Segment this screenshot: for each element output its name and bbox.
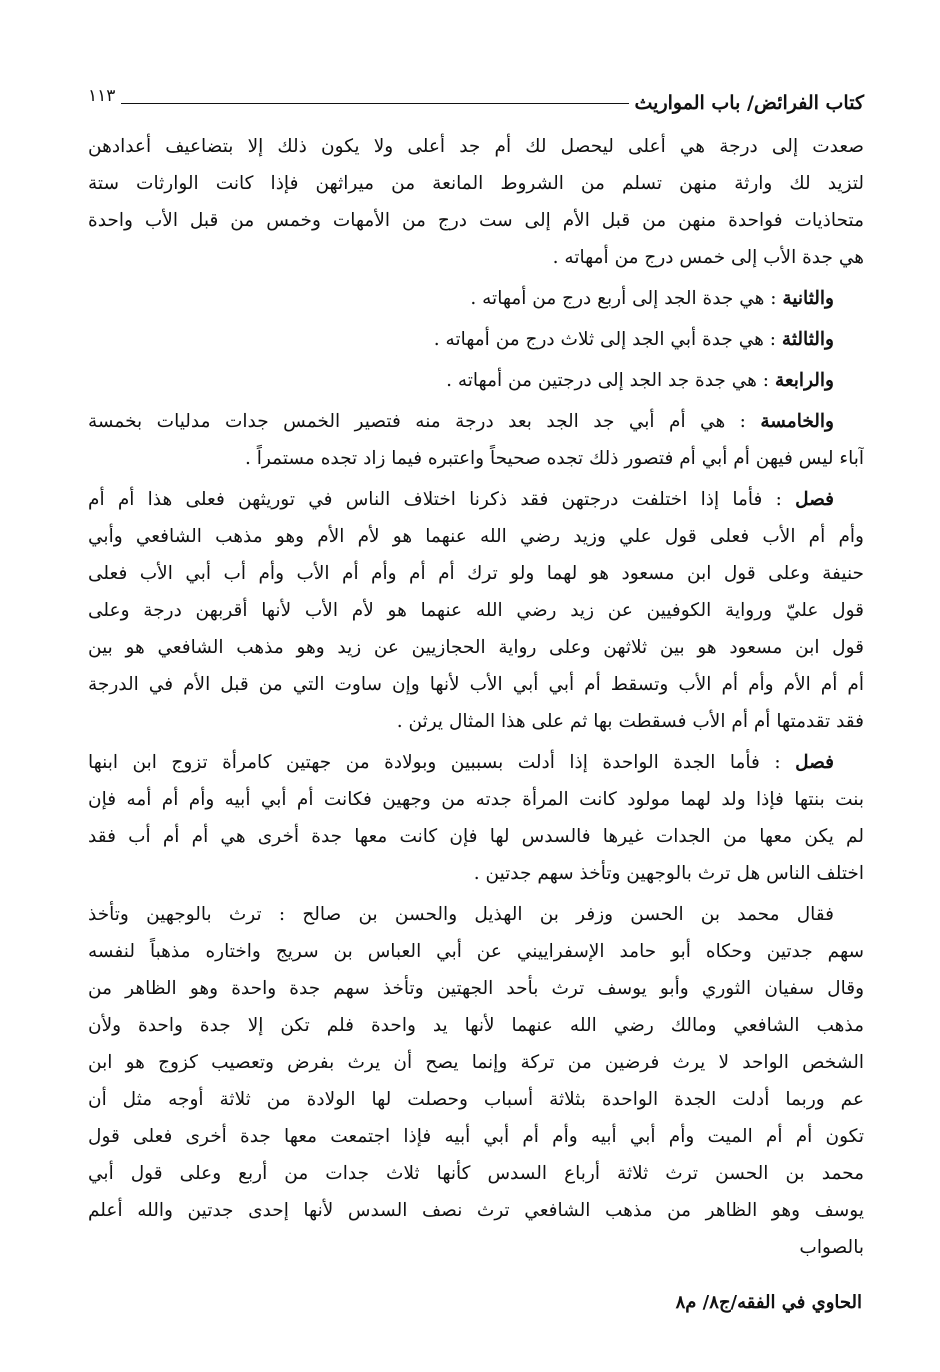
text-line bbox=[88, 1155, 864, 1192]
paragraph bbox=[88, 321, 864, 358]
line-text: هي جدة الأب إلى خمس درج من أمهاته . bbox=[552, 247, 864, 268]
text-line bbox=[88, 1007, 864, 1044]
line-text: : هي جدة أبي الجد إلى ثلاث درج من أمهاته . bbox=[433, 329, 777, 350]
text-line bbox=[88, 1081, 864, 1118]
line-text: : فأما الجدة الواحدة إذا أدلت بسببين وبولادة من جهتين كامرأة تزوج ابن ابنها bbox=[88, 752, 781, 773]
line-text: صعدت إلى درجة هي أعلى ليحصل لك أم جد أعلى ولا يكون ذلك إلا بتضاعيف أعدادهن bbox=[88, 136, 864, 157]
line-text: بالصواب bbox=[799, 1237, 864, 1258]
page-number: ١١٣ bbox=[88, 86, 116, 106]
running-header bbox=[88, 84, 864, 114]
header-rule bbox=[121, 103, 628, 104]
paragraph bbox=[88, 362, 864, 399]
text-line bbox=[88, 280, 864, 317]
line-text: لم يكن معها من الجدات غيرها فالسدس لها فإن كانت معها جدة أخرى هي أم أم أب فقد bbox=[88, 826, 864, 847]
line-text: عم وربما أدلت الجدة الواحدة بثلاثة أسباب وحصلت لها الولادة من ثلاثة أوجه مثل أن bbox=[88, 1089, 864, 1110]
line-text: لتزيد لك وارثة منهن تسلم من الشروط المانعة من ميراثهن فإذا كانت الوارثات ستة bbox=[88, 173, 864, 194]
text-line bbox=[88, 629, 864, 666]
line-text: بنت بنتها فإذا ولد لهما مولود كانت المرأة جدته من وجهين فكانت أم أبي أبيه وأم أم أمه فإن bbox=[88, 789, 864, 810]
text-line bbox=[88, 896, 864, 933]
paragraph bbox=[88, 280, 864, 317]
text-line bbox=[88, 165, 864, 202]
line-text: : هي جدة جد الجد إلى درجتين من أمهاته . bbox=[446, 370, 770, 391]
line-text: مذهب الشافعي ومالك رضي الله عنهما لأنها يد واحدة فلم تكن إلا جدة واحدة ولأن bbox=[88, 1015, 864, 1036]
line-text: حنيفة وعلى قول ابن مسعود هو لهما ولو ترك أم أم وأم أم الأب وأم أب أبي الأب فعلى bbox=[88, 563, 864, 584]
text-line bbox=[88, 403, 864, 440]
signature-footer: الحاوي في الفقه/ج٨/ م٨ bbox=[675, 1292, 862, 1313]
text-line bbox=[88, 202, 864, 239]
text-line bbox=[88, 1192, 864, 1229]
paragraph bbox=[88, 403, 864, 477]
paragraph bbox=[88, 128, 864, 276]
line-text: يوسف وهو الظاهر من مذهب الشافعي ترث نصف السدس لأنها إحدى جدتين والله أعلم bbox=[88, 1200, 864, 1221]
paragraph bbox=[88, 481, 864, 740]
line-text: أم أم الأم وأم أم الأب وتسقط أم أبي أبي الأب لأنها وإن ساوت التي من قبل الأم في الدرجة bbox=[88, 674, 864, 695]
text-line bbox=[88, 933, 864, 970]
text-line bbox=[88, 592, 864, 629]
text-line bbox=[88, 321, 864, 358]
text-line bbox=[88, 555, 864, 592]
text-line bbox=[88, 239, 864, 276]
line-text: آباء ليس فيهن أم أبي أم فتصور ذلك تجده صحيحاً واعتبره فيما زاد تجده مستمراً . bbox=[245, 448, 864, 469]
line-text: : هي جدة الجد إلى أربع درج من أمهاته . bbox=[470, 288, 777, 309]
section-lead: والخامسة bbox=[760, 411, 834, 432]
line-text: : فأما إذا اختلفت درجتهن فقد ذكرنا اختلاف الناس في توريثهن فعلى هذا أم أم bbox=[88, 489, 782, 510]
line-text: متحاذيات فواحدة منهن من قبل الأم إلى ست درج من الأمهات وخمس من قبل الأب واحدة bbox=[88, 210, 864, 231]
text-line bbox=[88, 666, 864, 703]
line-text: سهم جدتين وحكاه أبو حامد الإسفراييني عن أبي العباس بن سريج واختاره مذهباً لنفسه bbox=[88, 941, 864, 962]
text-line bbox=[88, 362, 864, 399]
line-text: وأم أم الأب فعلى قول علي وزيد رضي الله عنهما هو لأم الأم وهو مذهب الشافعي وأبي bbox=[88, 526, 864, 547]
text-line bbox=[88, 818, 864, 855]
line-text: فقال محمد بن الحسن وزفر بن الهذيل والحسن بن صالح : ترث بالوجهين وتأخذ bbox=[88, 904, 834, 925]
line-text: اختلف الناس هل ترث بالوجهين وتأخذ سهم جدتين . bbox=[473, 863, 864, 884]
line-text: الشخص الواحد لا يرث فرضين من تركة وإنما يصح أن يرث بفرض وتعصيب كزوج هو ابن bbox=[88, 1052, 864, 1073]
line-text: قول عليّ ورواية الكوفيين عن زيد رضي الله عنهما هو لأم الأب لأنها أقربهن درجة وعلى bbox=[88, 600, 864, 621]
text-line bbox=[88, 128, 864, 165]
text-line bbox=[88, 1118, 864, 1155]
text-line bbox=[88, 781, 864, 818]
text-line bbox=[88, 970, 864, 1007]
section-lead: فصل bbox=[795, 752, 834, 773]
paragraph bbox=[88, 896, 864, 1266]
section-lead: والرابعة bbox=[774, 370, 834, 391]
section-lead: والثالثة bbox=[781, 329, 834, 350]
line-text: فقد تقدمتها أم أم الأب فسقطت بها ثم على هذا المثال يرثن . bbox=[396, 711, 864, 732]
chapter-title: كتاب الفرائض/ باب المواريث bbox=[634, 92, 864, 114]
text-line bbox=[88, 481, 864, 518]
line-text: وقال سفيان الثوري وأبو يوسف ترث بأحد الجهتين وتأخذ سهم جدة واحدة وهو الظاهر من bbox=[88, 978, 864, 999]
text-line bbox=[88, 744, 864, 781]
line-text: قول ابن مسعود هو بين ثلاثهن وعلى رواية الحجازيين عن زيد وهو مذهب الشافعي هو بين bbox=[88, 637, 864, 658]
text-line bbox=[88, 1229, 864, 1266]
paragraph bbox=[88, 744, 864, 892]
line-text: تكون أم أم الميت وأم أبي أبيه وأم أم أبي أبيه فإذا اجتمعت معها جدة أخرى فعلى قول bbox=[88, 1126, 864, 1147]
section-lead: فصل bbox=[795, 489, 834, 510]
text-line bbox=[88, 518, 864, 555]
page-body bbox=[88, 128, 864, 1270]
text-line bbox=[88, 703, 864, 740]
section-lead: والثانية bbox=[782, 288, 834, 309]
line-text: : هي أم أبي جد الجد بعد درجة منه فتصير الخمس جدات مدليات بخمسة bbox=[88, 411, 746, 432]
line-text: محمد بن الحسن ترث ثلاثة أرباع السدس كأنها ثلاث جدات من أربع وعلى قول أبي bbox=[88, 1163, 864, 1184]
text-line bbox=[88, 855, 864, 892]
text-line bbox=[88, 440, 864, 477]
text-line bbox=[88, 1044, 864, 1081]
